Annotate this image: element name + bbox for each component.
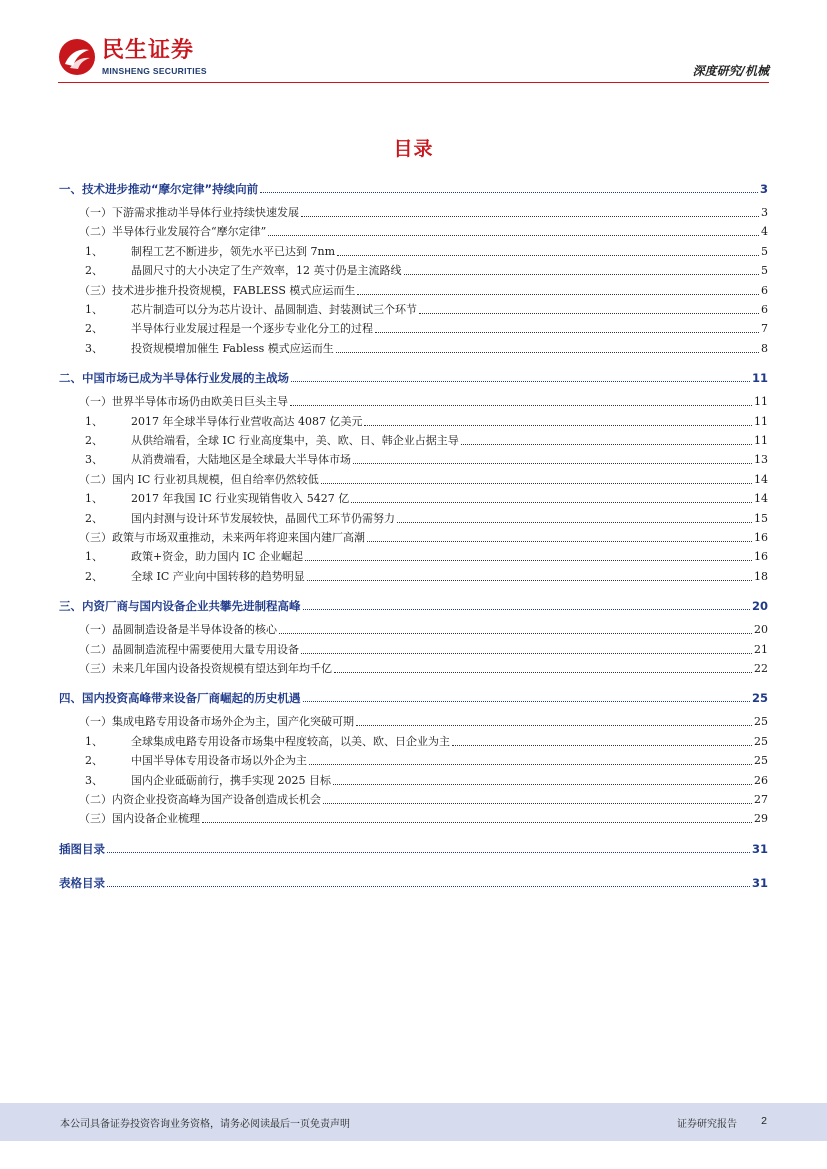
toc-dot-leader xyxy=(452,745,752,746)
toc-entry[interactable] xyxy=(59,508,768,526)
toc-entry-page: 31 xyxy=(751,841,768,856)
toc-entry-page: 25 xyxy=(751,691,768,706)
toc-entry-number: 2、 xyxy=(85,322,103,336)
toc-entry-label: 从消费端看，大陆地区是全球最大半导体市场 xyxy=(131,453,351,467)
toc-entry-page: 11 xyxy=(751,371,768,386)
toc-entry[interactable] xyxy=(59,202,768,220)
toc-entry[interactable] xyxy=(59,391,768,409)
toc-dot-leader xyxy=(301,216,759,217)
toc-dot-leader xyxy=(419,313,759,314)
toc-dot-leader xyxy=(461,444,752,445)
toc-entry-label: 四、国内投资高峰带来设备厂商崛起的历史机遇 xyxy=(59,691,301,706)
minsheng-logo xyxy=(58,38,218,80)
toc-entry[interactable] xyxy=(59,687,768,705)
toc-entry[interactable] xyxy=(59,488,768,506)
toc-entry-page: 14 xyxy=(754,492,768,506)
toc-entry[interactable] xyxy=(59,449,768,467)
toc-entry-page: 25 xyxy=(754,734,768,748)
toc-entry-number: 2、 xyxy=(85,434,103,447)
toc-entry[interactable] xyxy=(59,299,768,317)
toc-entry-page: 25 xyxy=(754,754,768,768)
toc-entry[interactable] xyxy=(59,731,768,749)
toc-entry-label: （三）国内设备企业梳理 xyxy=(79,812,200,826)
toc-entry-page: 20 xyxy=(751,599,768,614)
toc-entry[interactable] xyxy=(59,260,768,278)
toc-entry-page: 3 xyxy=(759,182,768,196)
toc-dot-leader xyxy=(333,784,752,785)
toc-dot-leader xyxy=(397,522,752,523)
toc-entry-label: 投资规模增加催生 Fabless 模式应运而生 xyxy=(131,341,334,355)
footer-report-type: 证券研究报告 xyxy=(677,1119,737,1130)
toc-title: 目录 xyxy=(393,138,434,160)
footer-disclaimer: 本公司具备证券投资咨询业务资格，请务必阅读最后一页免责声明 xyxy=(60,1119,350,1130)
toc-entry[interactable] xyxy=(59,658,768,676)
toc-dot-leader xyxy=(367,541,752,542)
toc-entry-label: （二）晶圆制造流程中需要使用大量专用设备 xyxy=(79,642,299,656)
toc-dot-leader xyxy=(260,192,758,193)
toc-entry-label: （三）技术进步推升投资规模，FABLESS 模式应运而生 xyxy=(79,283,356,297)
toc-entry-label: （二）内资企业投资高峰为国产设备创造成长机会 xyxy=(79,793,321,806)
toc-dot-leader xyxy=(336,352,759,353)
toc-entry-page: 4 xyxy=(761,225,768,239)
toc-entry-label: 国内封测与设计环节发展较快，晶圆代工环节仍需努力 xyxy=(131,511,395,525)
toc-entry-number: 1、 xyxy=(85,303,103,316)
toc-entry[interactable] xyxy=(59,872,768,890)
toc-dot-leader xyxy=(375,332,759,333)
toc-entry-page: 6 xyxy=(761,283,768,297)
toc-entry-page: 16 xyxy=(754,550,768,564)
logo-chinese-name: 民生证券 xyxy=(102,38,195,63)
toc-dot-leader xyxy=(268,235,759,236)
toc-dot-leader xyxy=(357,294,759,295)
toc-entry[interactable] xyxy=(59,566,768,584)
toc-entry-number: 2、 xyxy=(85,569,103,583)
toc-entry[interactable] xyxy=(59,639,768,657)
toc-entry[interactable] xyxy=(59,411,768,429)
toc-dot-leader xyxy=(107,852,750,853)
toc-entry[interactable] xyxy=(59,280,768,298)
toc-entry-label: 三、内资厂商与国内设备企业共攀先进制程高峰 xyxy=(59,599,301,614)
toc-dot-leader xyxy=(301,653,752,654)
toc-dot-leader xyxy=(303,701,750,702)
toc-entry-label: （一）世界半导体市场仍由欧美日巨头主导 xyxy=(79,395,288,409)
toc-entry-page: 8 xyxy=(761,341,768,355)
toc-dot-leader xyxy=(364,425,752,426)
toc-entry[interactable] xyxy=(59,178,768,196)
toc-entry-page: 27 xyxy=(754,793,768,806)
toc-entry-page: 20 xyxy=(754,623,768,637)
toc-entry-page: 22 xyxy=(754,662,768,675)
toc-entry-number: 1、 xyxy=(85,492,103,506)
toc-entry-number: 1、 xyxy=(85,244,103,258)
toc-entry-page: 15 xyxy=(754,511,768,525)
toc-entry-label: 半导体行业发展过程是一个逐步专业化分工的过程 xyxy=(131,322,373,336)
toc-entry-label: 从供给端看，全球 IC 行业高度集中，美、欧、日、韩企业占据主导 xyxy=(131,434,459,447)
toc-entry-page: 13 xyxy=(754,453,768,467)
toc-entry-page: 7 xyxy=(761,322,768,336)
toc-entry[interactable] xyxy=(59,789,768,807)
toc-dot-leader xyxy=(291,381,750,382)
toc-entry[interactable] xyxy=(59,711,768,729)
toc-entry-label: 芯片制造可以分为芯片设计、晶圆制造、封装测试三个环节 xyxy=(131,303,417,316)
toc-entry-label: 插图目录 xyxy=(59,841,105,856)
toc-entry-page: 11 xyxy=(754,395,768,409)
toc-dot-leader xyxy=(321,483,752,484)
toc-entry[interactable] xyxy=(59,469,768,487)
toc-entry-page: 21 xyxy=(754,642,768,656)
toc-entry-label: 二、中国市场已成为半导体行业发展的主战场 xyxy=(59,371,289,386)
toc-entry-page: 18 xyxy=(754,569,768,583)
toc-entry[interactable] xyxy=(59,595,768,613)
toc-entry-page: 6 xyxy=(761,303,768,316)
toc-entry-page: 16 xyxy=(754,531,768,544)
toc-entry[interactable] xyxy=(59,808,768,826)
toc-entry[interactable] xyxy=(59,221,768,239)
toc-dot-leader xyxy=(356,725,752,726)
toc-entry[interactable] xyxy=(59,430,768,448)
toc-dot-leader xyxy=(107,886,750,887)
toc-entry-number: 1、 xyxy=(85,414,103,428)
toc-entry[interactable] xyxy=(59,619,768,637)
toc-entry-number: 1、 xyxy=(85,550,103,564)
toc-entry[interactable] xyxy=(59,546,768,564)
page-header xyxy=(0,0,827,90)
toc-dot-leader xyxy=(337,255,759,256)
page-number: 2 xyxy=(761,1115,767,1127)
toc-entry[interactable] xyxy=(59,770,768,788)
toc-dot-leader xyxy=(303,609,750,610)
toc-entry-page: 11 xyxy=(754,414,768,428)
toc-entry-label: （一）晶圆制造设备是半导体设备的核心 xyxy=(79,623,277,637)
toc-entry[interactable] xyxy=(59,527,768,545)
toc-entry-label: （一）下游需求推动半导体行业持续快速发展 xyxy=(79,206,299,219)
toc-dot-leader xyxy=(279,633,752,634)
toc-entry-page: 11 xyxy=(754,434,768,447)
toc-entry-page: 29 xyxy=(754,812,768,826)
toc-dot-leader xyxy=(305,560,752,561)
toc-entry-number: 3、 xyxy=(85,773,103,787)
toc-entry-label: 全球 IC 产业向中国转移的趋势明显 xyxy=(131,569,305,583)
toc-entry-number: 1、 xyxy=(85,734,103,748)
toc-entry-label: 表格目录 xyxy=(59,875,105,890)
report-category: 深度研究/机械 xyxy=(692,64,769,78)
toc-entry-label: （三）政策与市场双重推动，未来两年将迎来国内建厂高潮 xyxy=(79,531,365,544)
toc-entry[interactable] xyxy=(59,318,768,336)
toc-entry-number: 2、 xyxy=(85,264,103,278)
toc-entry-label: 一、技术进步推动“摩尔定律”持续向前 xyxy=(59,182,259,196)
header-divider xyxy=(58,82,769,83)
toc-entry-label: 2017 年全球半导体行业营收高达 4087 亿美元 xyxy=(131,414,363,428)
toc-dot-leader xyxy=(309,764,752,765)
toc-entry-label: （二）国内 IC 行业初具规模，但自给率仍然较低 xyxy=(79,472,319,486)
toc-entry-label: （二）半导体行业发展符合“摩尔定律” xyxy=(79,225,267,239)
toc-dot-leader xyxy=(307,580,752,581)
toc-entry-label: 晶圆尺寸的大小决定了生产效率，12 英寸仍是主流路线 xyxy=(131,264,402,278)
toc-entry-label: （一）集成电路专用设备市场外企为主，国产化突破可期 xyxy=(79,715,354,729)
toc-entry-page: 5 xyxy=(761,244,768,258)
toc-entry-page: 5 xyxy=(761,264,768,278)
toc-entry-label: 全球集成电路专用设备市场集中程度较高，以美、欧、日企业为主 xyxy=(131,734,450,748)
toc-entry-label: 国内企业砥砺前行，携手实现 2025 目标 xyxy=(131,773,331,787)
logo-english-name: MINSHENG SECURITIES xyxy=(102,66,207,76)
toc-entry-page: 26 xyxy=(754,773,768,787)
toc-entry[interactable] xyxy=(59,838,768,856)
toc-entry-number: 2、 xyxy=(85,511,103,525)
toc-entry-page: 31 xyxy=(751,875,768,890)
toc-entry[interactable] xyxy=(59,367,768,385)
toc-entry-number: 3、 xyxy=(85,341,103,355)
toc-entry-page: 25 xyxy=(754,715,768,729)
toc-entry-label: 制程工艺不断进步，领先水平已达到 7nm xyxy=(131,244,336,258)
toc-entry[interactable] xyxy=(59,750,768,768)
toc-dot-leader xyxy=(290,405,752,406)
toc-dot-leader xyxy=(351,502,752,503)
toc-entry-number: 3、 xyxy=(85,453,103,467)
toc-entry-label: 2017 年我国 IC 行业实现销售收入 5427 亿 xyxy=(131,492,350,506)
toc-entry-label: （三）未来几年国内设备投资规模有望达到年均千亿 xyxy=(79,662,332,675)
toc-entry-page: 14 xyxy=(754,472,768,486)
toc-dot-leader xyxy=(404,274,760,275)
page-footer xyxy=(0,1103,827,1141)
toc-entry-number: 2、 xyxy=(85,754,103,768)
toc-entry-label: 政策+资金，助力国内 IC 企业崛起 xyxy=(131,550,303,564)
toc-entry[interactable] xyxy=(59,241,768,259)
toc-dot-leader xyxy=(323,803,752,804)
toc-entry-page: 3 xyxy=(761,206,768,219)
toc-entry[interactable] xyxy=(59,338,768,356)
toc-dot-leader xyxy=(202,822,752,823)
toc-dot-leader xyxy=(353,463,752,464)
minsheng-logo-icon xyxy=(58,38,96,76)
toc-entry-label: 中国半导体专用设备市场以外企为主 xyxy=(131,754,307,768)
toc-dot-leader xyxy=(334,672,752,673)
